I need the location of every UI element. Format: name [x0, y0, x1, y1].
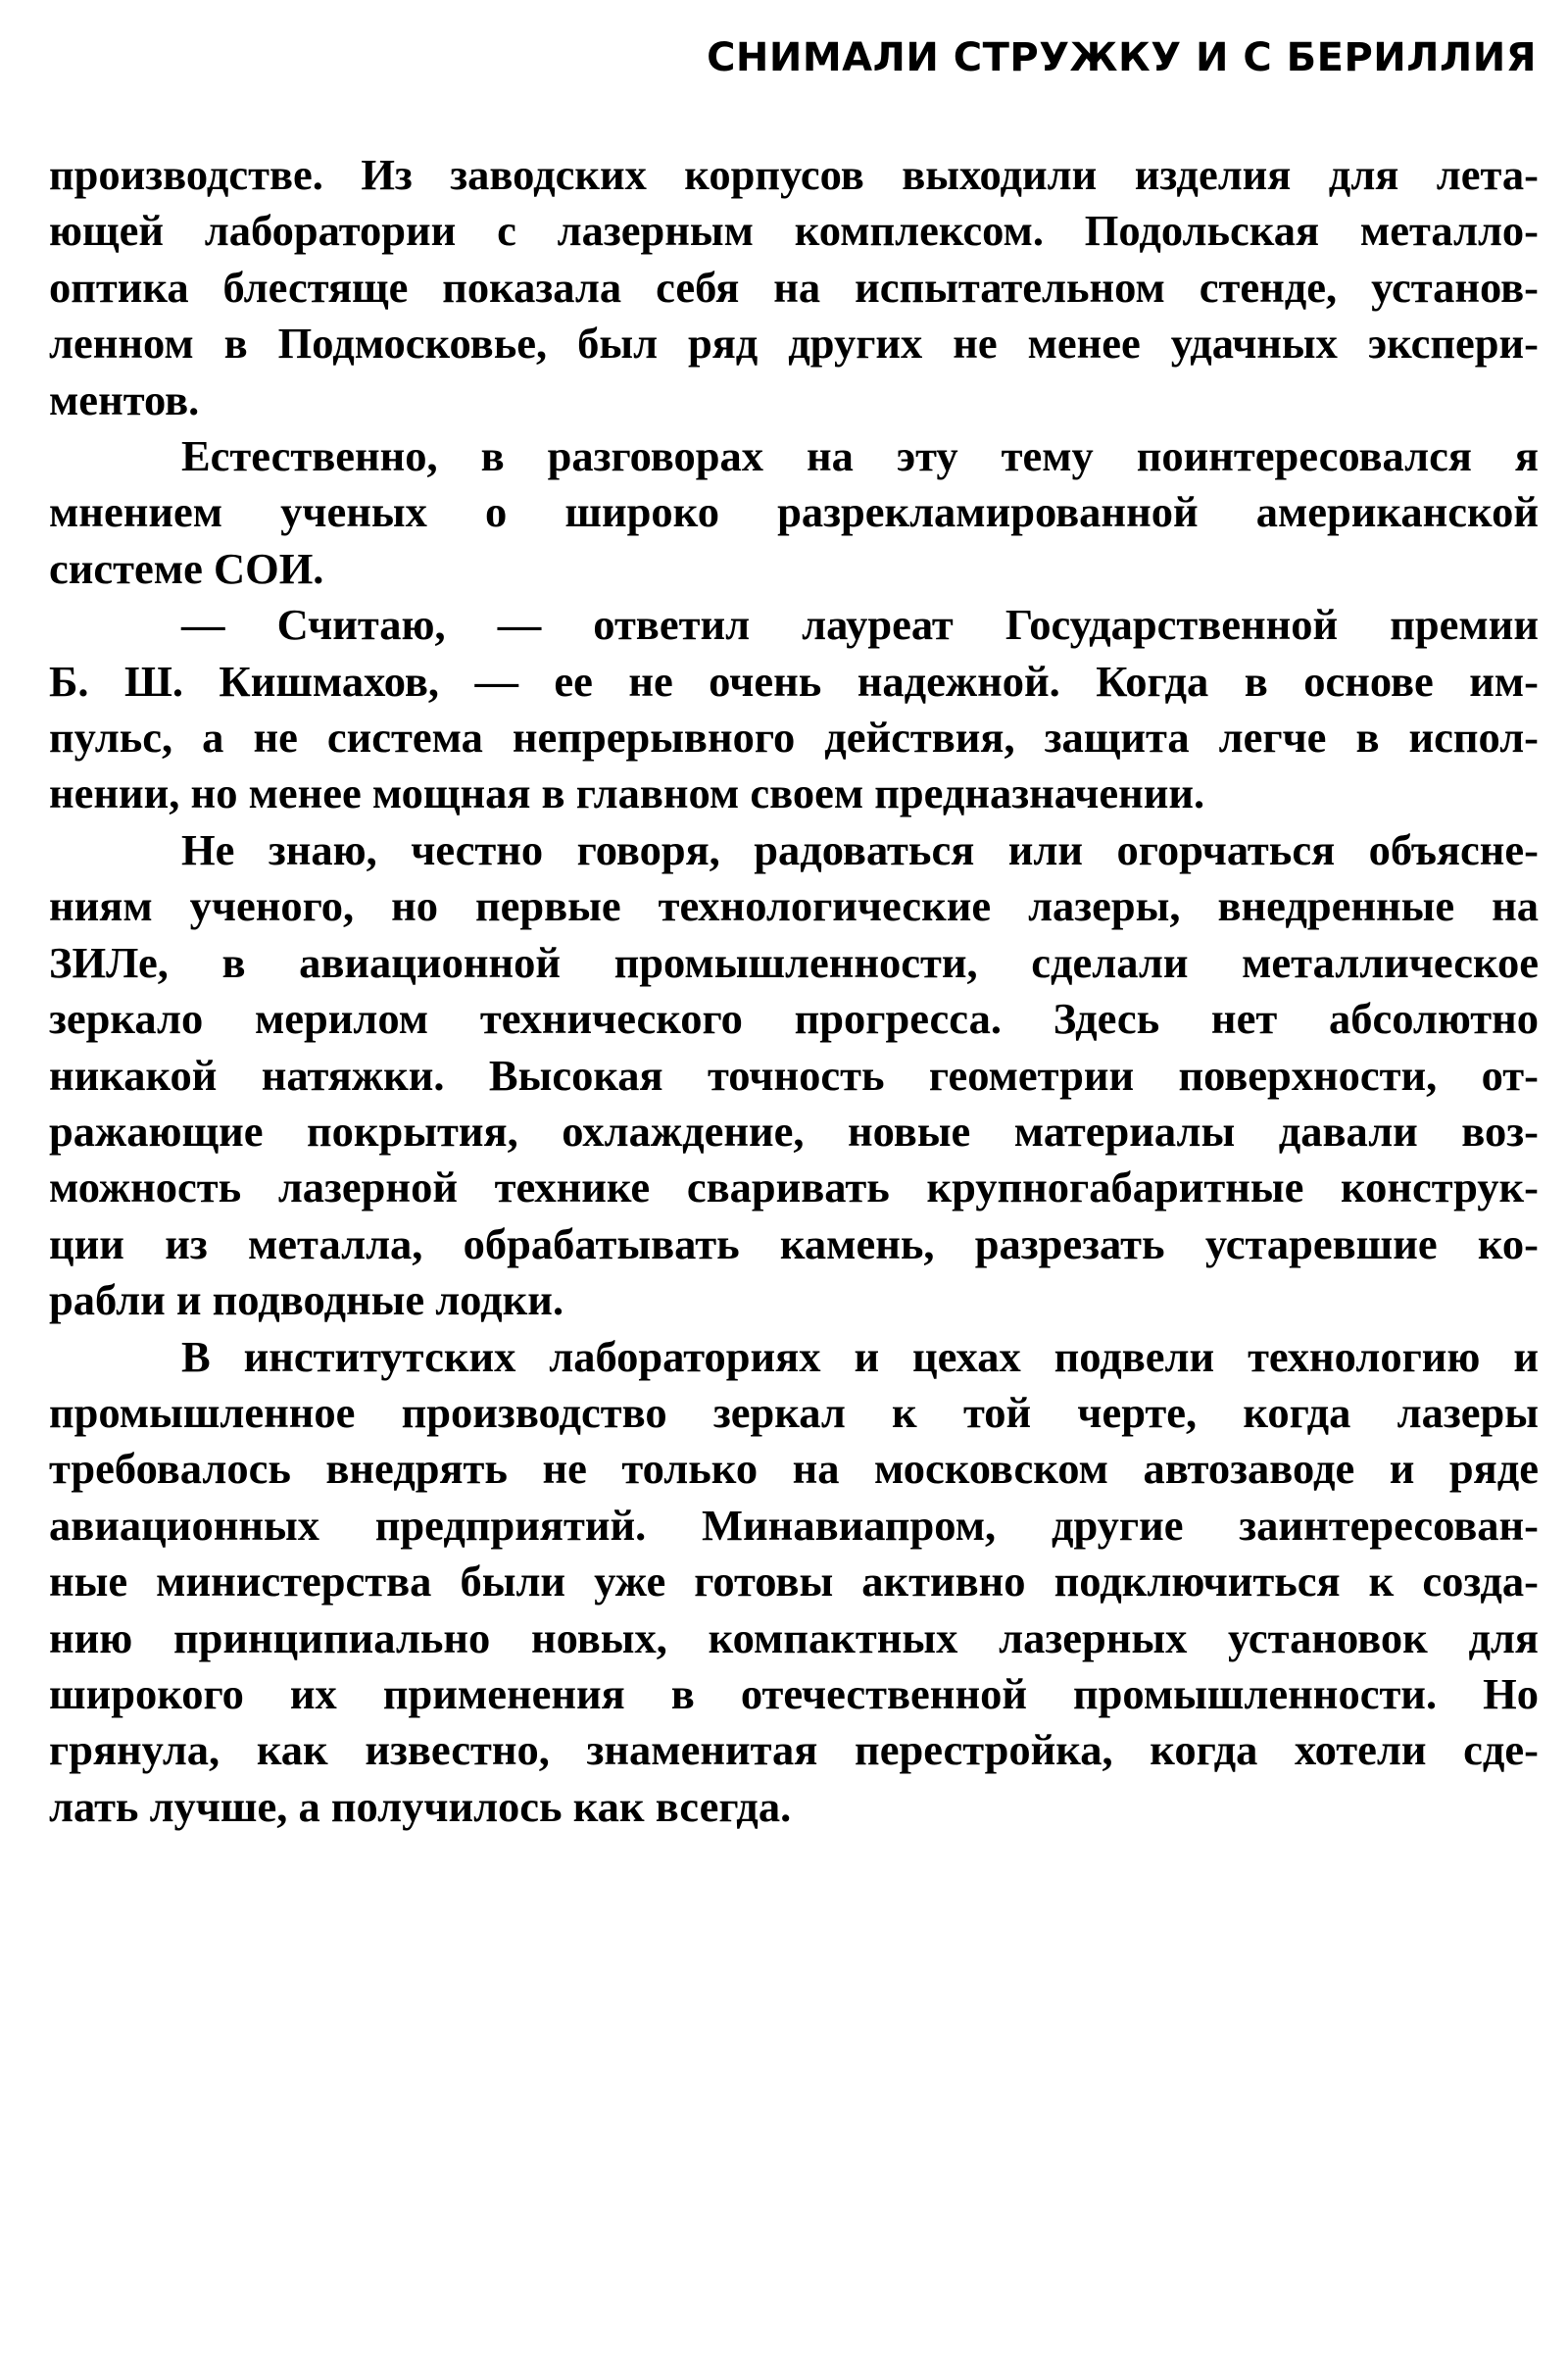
- text-line: лать лучше, а получилось как всегда.: [49, 1781, 792, 1831]
- paragraph-4: [49, 822, 1539, 1329]
- text-line: можность лазерной технике сваривать крупногабаритные конструк-: [49, 1162, 1539, 1212]
- text-line: ющей лаборатории с лазерным комплексом. Подольская металло-: [49, 206, 1539, 256]
- text-line: В институтских лабораториях и цехах подвели технологию и: [181, 1331, 1539, 1381]
- text-line: ции из металла, обрабатывать камень, разрезать устаревшие ко-: [49, 1218, 1539, 1268]
- text-line: — Считаю, — ответил лауреат Государственной премии: [181, 600, 1539, 650]
- text-line: ниям ученого, но первые технологические лазеры, внедренные на: [49, 881, 1539, 931]
- text-line: требовалось внедрять не только на московском автозаводе и ряде: [49, 1444, 1539, 1494]
- text-line: Естественно, в разговорах на эту тему поинтересовался я: [181, 431, 1539, 481]
- text-line: ные министерства были уже готовы активно подключиться к созда-: [49, 1557, 1539, 1607]
- text-line: системе СОИ.: [49, 543, 324, 593]
- text-line: ментов.: [49, 374, 200, 424]
- text-line: грянула, как известно, знаменитая перестройка, когда хотели сде-: [49, 1725, 1539, 1775]
- text-line: ленном в Подмосковье, был ряд других не менее удачных экспери-: [49, 319, 1539, 369]
- text-line: Не знаю, честно говоря, радоваться или огорчаться объясне-: [181, 824, 1539, 874]
- text-line: рабли и подводные лодки.: [49, 1275, 564, 1325]
- running-head: СНИМАЛИ СТРУЖКУ И С БЕРИЛЛИЯ: [707, 35, 1537, 80]
- text-line: промышленное производство зеркал к той черте, когда лазеры: [49, 1387, 1539, 1437]
- text-line: ЗИЛе, в авиационной промышленности, сделали металлическое: [49, 937, 1539, 987]
- text-line: зеркало мерилом технического прогресса. Здесь нет абсолютно: [49, 994, 1539, 1044]
- text-line: нию принципиально новых, компактных лазерных установок для: [49, 1612, 1539, 1662]
- text-line: производстве. Из заводских корпусов выходили изделия для лета-: [49, 150, 1539, 199]
- text-line: оптика блестяще показала себя на испытательном стенде, установ-: [49, 262, 1539, 312]
- text-line: мнением ученых о широко разрекламированной американской: [49, 487, 1539, 537]
- text-line: пульс, а не система непрерывного действия, защита легче в испол-: [49, 713, 1539, 763]
- text-line: ражающие покрытия, охлаждение, новые материалы давали воз-: [49, 1106, 1539, 1156]
- paragraph-1: [49, 147, 1539, 428]
- paragraph-3: [49, 597, 1539, 822]
- text-line: Б. Ш. Кишмахов, — ее не очень надежной. Когда в основе им-: [49, 656, 1539, 706]
- paragraph-5: [49, 1329, 1539, 1836]
- text-line: никакой натяжки. Высокая точность геометрии поверхности, от-: [49, 1050, 1539, 1100]
- text-line: нении, но менее мощная в главном своем предназначении.: [49, 768, 1205, 818]
- paragraph-2: [49, 428, 1539, 597]
- text-line: широкого их применения в отечественной промышленности. Но: [49, 1668, 1539, 1718]
- text-line: авиационных предприятий. Минавиапром, другие заинтересован-: [49, 1500, 1539, 1550]
- body-text: [49, 147, 1539, 1835]
